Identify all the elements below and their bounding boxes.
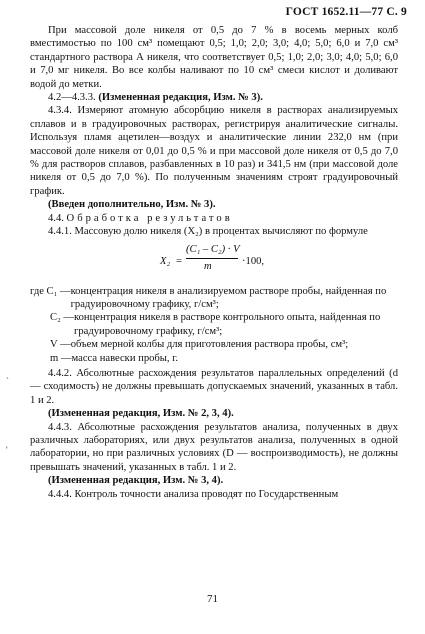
paragraph xyxy=(30,91,398,104)
definition-item xyxy=(30,352,398,365)
paragraph: 4.4.2. Абсолютные расхождения результатов параллельных определений (d — сходимость) не должны превышать допускаемых значений, указанных в табл. 1 и 2. xyxy=(30,367,398,406)
section-heading xyxy=(30,212,398,225)
formula-numerator: (C₁ – C₂) · V xyxy=(186,243,240,255)
section-number: 4.4. xyxy=(48,212,64,224)
definition-symbol: V — xyxy=(50,339,71,351)
definition-text: концентрация никеля в растворе контрольного опыта, найденная по градуировочному графику, г/см³; xyxy=(74,312,381,337)
page-header: ГОСТ 1652.11—77 С. 9 xyxy=(285,6,407,18)
clause-number: 4.2—4.3.3. xyxy=(48,92,96,104)
definition-symbol: где C₁ — xyxy=(30,285,71,297)
definition-symbol: C₂ — xyxy=(50,312,75,324)
section-title: Обработка результатов xyxy=(66,212,233,224)
paragraph: 4.4.1. Массовую долю никеля (X₂) в процентах вычисляют по формуле xyxy=(48,226,368,238)
definition-item xyxy=(30,285,398,312)
amendment-note: (Измененная редакция, Изм. № 2, 3, 4). xyxy=(48,408,234,420)
definitions-list xyxy=(30,285,398,365)
paragraph: При массовой доле никеля от 0,5 до 7 % в восемь мерных колб вместимостью по 100 см³ помещают 0,5; 1,0; 2,0; 3,0; 4,0; 5,0; 6,0 и 7,0 см³ стандартного раствора А никеля, что соответствует 0,5; 1,0; 2,0; 3,0; 4,0; 5,0; 6,0 и 7,0 мг никеля. Во все колбы наливают по 10 см³ смеси кислот и доливают водой до метки. xyxy=(30,25,398,90)
formula-equals: = xyxy=(176,255,182,267)
definition-text: объем мерной колбы для приготовления раствора пробы, см³; xyxy=(70,339,349,351)
definition-text: концентрация никеля в анализируемом растворе пробы, найденная по градуировочному графику, г/см³; xyxy=(70,285,387,310)
formula-denominator: m xyxy=(204,260,212,272)
formula-lhs: X₂ xyxy=(160,255,171,267)
formula-tail: ·100, xyxy=(242,255,265,267)
amendment-note: (Введен дополнительно, Изм. № 3). xyxy=(48,199,216,211)
margin-mark: ' xyxy=(6,445,8,455)
margin-mark: ` xyxy=(6,376,9,386)
amendment-note: (Измененная редакция, Изм. № 3). xyxy=(98,92,263,104)
amendment-note: (Измененная редакция, Изм. № 3, 4). xyxy=(48,475,224,487)
definition-item xyxy=(30,338,398,351)
formula xyxy=(30,241,398,281)
fraction-bar xyxy=(186,258,238,259)
page-body xyxy=(30,24,398,501)
paragraph: 4.4.3. Абсолютные расхождения результатов анализа, полученных в двух различных лабораториях, или двух результатов анализа, полученных в одной лаборатории, но при различных условиях (D — воспроизводимость), не должны превышать значений, указанных в табл. 1 и 2. xyxy=(30,421,398,473)
page-number: 71 xyxy=(207,593,218,605)
definition-symbol: m — xyxy=(50,352,72,364)
definition-text: масса навески пробы, г. xyxy=(71,352,179,364)
definition-item xyxy=(30,311,398,338)
paragraph: 4.3.4. Измеряют атомную абсорбцию никеля в растворах анализируемых сплавов и в градуировочных растворах, регистрируя аналитические сигналы. Используя пламя ацетилен—воздух и аналитические линии 232,0 нм (при массовой доле никеля от 0,01 до 0,5 % и при массовой доле никеля от 0,5 до 7,0 % для растворов сплавов, разбавленных в 10 раз) и 341,5 нм (при массовой доле никеля от 0,5 до 7,0 %). По полученным значениям строят градуировочный график. xyxy=(30,105,398,197)
paragraph: 4.4.4. Контроль точности анализа проводят по Государственным xyxy=(48,488,339,500)
